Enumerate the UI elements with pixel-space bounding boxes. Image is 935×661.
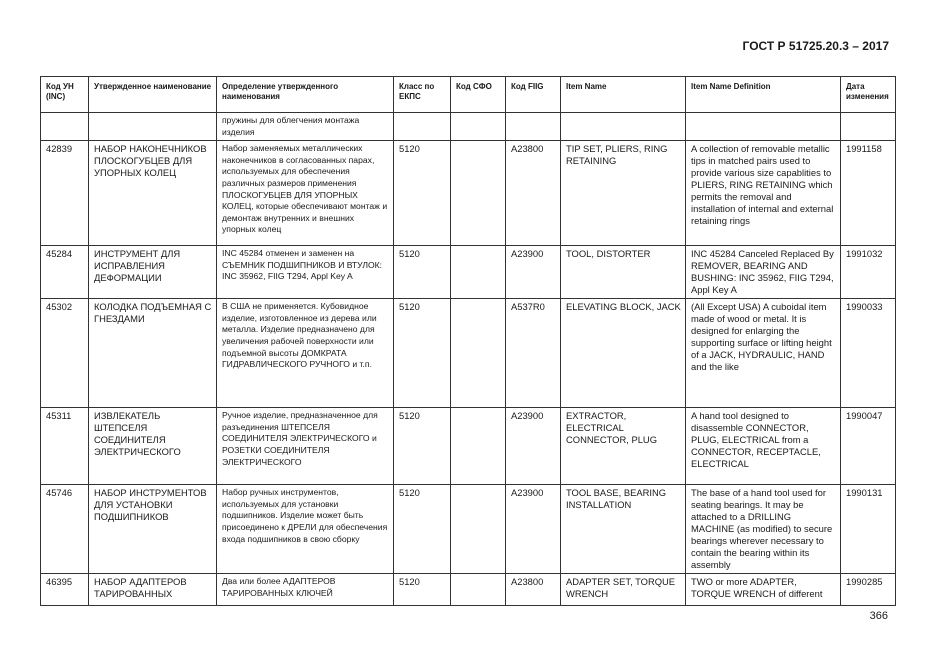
- cell-empty: [841, 113, 896, 141]
- cell-item-definition: A hand tool designed to disassemble CONNECTOR, PLUG, ELECTRICAL from a CONNECTOR, RECEPTACLE, ELECTRICAL: [686, 408, 841, 485]
- table-row: [41, 485, 896, 574]
- page-number: 366: [869, 610, 888, 622]
- cell-definition: INC 45284 отменен и заменен на СЪЕМНИК ПОДШИПНИКОВ И ВТУЛОК: INC 35962, FIIG T294, Appl Key A: [217, 246, 394, 299]
- cell-ekps: 5120: [394, 299, 451, 408]
- cell-date: 1990131: [841, 485, 896, 574]
- cell-empty: [686, 113, 841, 141]
- header-ekps: Класс по ЕКПС: [394, 77, 451, 113]
- cell-empty: [394, 113, 451, 141]
- header-name: Утвержденное наименование: [89, 77, 217, 113]
- header-definition: Определение утвержденного наименования: [217, 77, 394, 113]
- cell-inc: 45284: [41, 246, 89, 299]
- cell-item-name: TIP SET, PLIERS, RING RETAINING: [561, 141, 686, 246]
- table-row: [41, 141, 896, 246]
- cell-ekps: 5120: [394, 408, 451, 485]
- document-title: ГОСТ Р 51725.20.3 – 2017: [742, 39, 889, 53]
- catalog-table: [40, 76, 896, 606]
- cell-fiig: A23800: [506, 141, 561, 246]
- cell-item-definition: A collection of removable metallic tips in matched pairs used to provide various size capablities to PLIERS, RING RETAINING which permits the removal and installation of internal and external retaining rings: [686, 141, 841, 246]
- cell-name: ИЗВЛЕКАТЕЛЬ ШТЕПСЕЛЯ СОЕДИНИТЕЛЯ ЭЛЕКТРИЧЕСКОГО: [89, 408, 217, 485]
- cell-date: 1990033: [841, 299, 896, 408]
- cell-sfo: [451, 574, 506, 606]
- cell-date: 1990285: [841, 574, 896, 606]
- cell-definition: Ручное изделие, предназначенное для разъединения ШТЕПСЕЛЯ СОЕДИНИТЕЛЯ ЭЛЕКТРИЧЕСКОГО и РОЗЕТКИ СОЕДИНИТЕЛЯ ЭЛЕКТРИЧЕСКОГО: [217, 408, 394, 485]
- cell-fiig: A23900: [506, 485, 561, 574]
- cell-fiig: A23800: [506, 574, 561, 606]
- cell-item-definition: The base of a hand tool used for seating bearings. It may be attached to a DRILLING MACHINE (as modified) to secure bearings wherever necessary to contain the bearing within its assembly: [686, 485, 841, 574]
- cell-sfo: [451, 408, 506, 485]
- cell-fiig: A23900: [506, 246, 561, 299]
- cell-inc: 46395: [41, 574, 89, 606]
- table-row: [41, 574, 896, 606]
- continuation-definition: пружины для облегчения монтажа изделия: [217, 113, 394, 141]
- cell-item-definition: INC 45284 Canceled Replaced By REMOVER, BEARING AND BUSHING: INC 35962, FIIG T294, Appl Key A: [686, 246, 841, 299]
- cell-definition: В США не применяется. Кубовидное изделие, изготовленное из дерева или металла. Изделие предназначено для увеличения рабочей поверхности или подъемной высоты ДОМКРАТА ГИДРАВЛИЧЕСКОГО РУЧНОГО и т.п.: [217, 299, 394, 408]
- cell-date: 1991158: [841, 141, 896, 246]
- table-row: [41, 299, 896, 408]
- cell-item-name: TOOL, DISTORTER: [561, 246, 686, 299]
- cell-empty: [41, 113, 89, 141]
- cell-empty: [561, 113, 686, 141]
- cell-name: НАБОР ИНСТРУМЕНТОВ ДЛЯ УСТАНОВКИ ПОДШИПНИКОВ: [89, 485, 217, 574]
- cell-name: КОЛОДКА ПОДЪЕМНАЯ С ГНЕЗДАМИ: [89, 299, 217, 408]
- cell-sfo: [451, 141, 506, 246]
- cell-name: НАБОР НАКОНЕЧНИКОВ ПЛОСКОГУБЦЕВ ДЛЯ УПОРНЫХ КОЛЕЦ: [89, 141, 217, 246]
- cell-ekps: 5120: [394, 485, 451, 574]
- cell-item-definition: TWO or more ADAPTER, TORQUE WRENCH of different: [686, 574, 841, 606]
- cell-name: ИНСТРУМЕНТ ДЛЯ ИСПРАВЛЕНИЯ ДЕФОРМАЦИИ: [89, 246, 217, 299]
- table-row: [41, 246, 896, 299]
- cell-item-name: ADAPTER SET, TORQUE WRENCH: [561, 574, 686, 606]
- cell-definition: Два или более АДАПТЕРОВ ТАРИРОВАННЫХ КЛЮЧЕЙ: [217, 574, 394, 606]
- cell-inc: 42839: [41, 141, 89, 246]
- cell-date: 1991032: [841, 246, 896, 299]
- header-row: [41, 77, 896, 113]
- cell-sfo: [451, 246, 506, 299]
- header-date: Дата изменения: [841, 77, 896, 113]
- cell-definition: Набор ручных инструментов, используемых для установки подшипников. Изделие может быть присоединено к ДРЕЛИ для обеспечения входа подшипников в свою сборку: [217, 485, 394, 574]
- header-fiig: Код FIIG: [506, 77, 561, 113]
- cell-empty: [506, 113, 561, 141]
- cell-item-definition: (All Except USA) A cuboidal item made of wood or metal. It is designed for enlarging the supporting surface or lifting height of a JACK, HYDRAULIC, HAND and the like: [686, 299, 841, 408]
- cell-empty: [89, 113, 217, 141]
- cell-name: НАБОР АДАПТЕРОВ ТАРИРОВАННЫХ: [89, 574, 217, 606]
- header-item-name: Item Name: [561, 77, 686, 113]
- continuation-row: [41, 113, 896, 141]
- cell-definition: Набор заменяемых металлических наконечников в согласованных парах, используемых для обеспечения различных размеров применения ПЛОСКОГУБЦЕВ ДЛЯ УПОРНЫХ КОЛЕЦ, которые обеспечивают монтаж и демонтаж внутренних и внешних упорных колец: [217, 141, 394, 246]
- cell-sfo: [451, 485, 506, 574]
- header-inc: Код УН (INC): [41, 77, 89, 113]
- cell-empty: [451, 113, 506, 141]
- cell-ekps: 5120: [394, 246, 451, 299]
- table-row: [41, 408, 896, 485]
- header-item-definition: Item Name Definition: [686, 77, 841, 113]
- cell-sfo: [451, 299, 506, 408]
- cell-item-name: TOOL BASE, BEARING INSTALLATION: [561, 485, 686, 574]
- cell-fiig: A23900: [506, 408, 561, 485]
- cell-ekps: 5120: [394, 141, 451, 246]
- cell-ekps: 5120: [394, 574, 451, 606]
- cell-fiig: A537R0: [506, 299, 561, 408]
- cell-inc: 45746: [41, 485, 89, 574]
- cell-inc: 45302: [41, 299, 89, 408]
- cell-inc: 45311: [41, 408, 89, 485]
- cell-date: 1990047: [841, 408, 896, 485]
- header-sfo: Код СФО: [451, 77, 506, 113]
- cell-item-name: ELEVATING BLOCK, JACK: [561, 299, 686, 408]
- cell-item-name: EXTRACTOR, ELECTRICAL CONNECTOR, PLUG: [561, 408, 686, 485]
